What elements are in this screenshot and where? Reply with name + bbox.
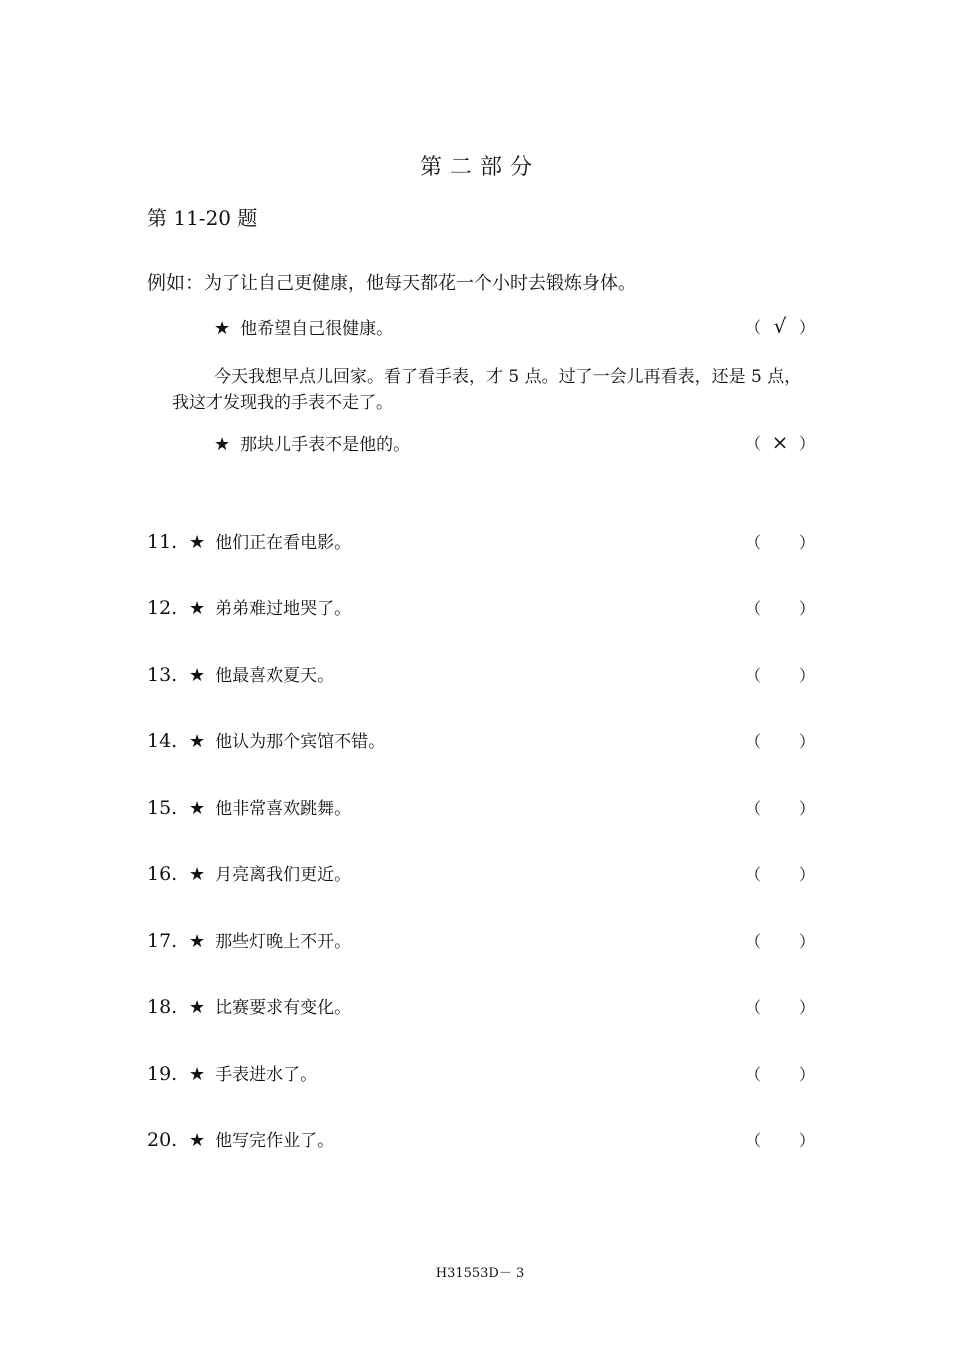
paren-close: ）: [798, 1065, 815, 1084]
paren-close: ）: [798, 317, 815, 337]
paren-close: ）: [798, 932, 815, 951]
answer-blank[interactable]: [745, 1128, 815, 1151]
question-number: 16.: [147, 863, 178, 885]
question-text: 他非常喜欢跳舞。: [215, 799, 352, 819]
star-icon: ★: [189, 931, 206, 952]
answer-blank[interactable]: [745, 862, 815, 885]
star-icon: ★: [214, 434, 231, 455]
paren-close: ）: [798, 1131, 815, 1150]
paren-close: ）: [798, 865, 815, 884]
question-number: 19.: [147, 1063, 178, 1085]
star-icon: ★: [189, 665, 206, 686]
paren-close: ）: [798, 732, 815, 751]
star-icon: ★: [189, 532, 206, 553]
paren-open: （: [745, 1065, 762, 1084]
example-passage: 今天我想早点儿回家。看了看手表，才 5 点。过了一会儿再看表，还是 5 点，我这才发现我的手表不走了。: [172, 367, 802, 413]
paren-open: （: [745, 732, 762, 751]
answer-blank[interactable]: [745, 530, 815, 553]
star-icon: ★: [214, 318, 231, 339]
star-icon: ★: [189, 997, 206, 1018]
question-range: 第 11-20 题: [147, 206, 258, 230]
question-number: 17.: [147, 930, 178, 952]
cross-mark-icon: ×: [771, 430, 789, 454]
paren-close: ）: [798, 799, 815, 818]
example-sentence: 为了让自己更健康，他每天都花一个小时去锻炼身体。: [204, 273, 637, 294]
example-answer-1: [745, 314, 815, 338]
paren-open: （: [745, 998, 762, 1017]
section-title: 第二部分: [419, 155, 540, 180]
question-17: [147, 927, 817, 957]
answer-blank[interactable]: [745, 596, 815, 619]
question-19: [147, 1060, 817, 1090]
paren-open: （: [745, 533, 762, 552]
question-16: [147, 860, 817, 890]
question-number: 18.: [147, 996, 178, 1018]
paren-open: （: [745, 1131, 762, 1150]
question-20: [147, 1126, 817, 1156]
question-15: [147, 794, 817, 824]
example-statement-2: [214, 430, 410, 455]
question-14: [147, 727, 817, 757]
paren-open: （: [745, 799, 762, 818]
question-11: [147, 528, 817, 558]
example-answer-2: [745, 430, 815, 454]
question-text: 他最喜欢夏天。: [215, 666, 335, 686]
question-13: [147, 661, 817, 691]
question-number: 11.: [147, 531, 178, 553]
question-number: 13.: [147, 664, 178, 686]
star-icon: ★: [189, 1130, 206, 1151]
question-12: [147, 594, 817, 624]
example-intro: [147, 268, 636, 295]
paren-open: （: [745, 599, 762, 618]
answer-blank[interactable]: [745, 663, 815, 686]
paren-open: （: [745, 932, 762, 951]
example-statement-1: [214, 314, 393, 339]
question-number: 20.: [147, 1129, 178, 1151]
paren-close: ）: [798, 599, 815, 618]
answer-blank[interactable]: [745, 796, 815, 819]
answer-blank[interactable]: [745, 995, 815, 1018]
page-footer: H31553D－ 3: [435, 1266, 525, 1281]
paren-close: ）: [798, 433, 815, 453]
statement-text: 那块儿手表不是他的。: [240, 435, 411, 455]
check-mark-icon: √: [773, 314, 787, 338]
question-text: 比赛要求有变化。: [215, 998, 352, 1018]
star-icon: ★: [189, 731, 206, 752]
question-18: [147, 993, 817, 1023]
example-label: 例如：: [147, 272, 205, 294]
star-icon: ★: [189, 798, 206, 819]
answer-blank[interactable]: [745, 1062, 815, 1085]
star-icon: ★: [189, 864, 206, 885]
paren-open: （: [745, 433, 762, 453]
question-text: 月亮离我们更近。: [215, 865, 352, 885]
statement-text: 他希望自己很健康。: [240, 319, 394, 339]
paren-close: ）: [798, 533, 815, 552]
question-text: 他们正在看电影。: [215, 533, 352, 553]
paren-close: ）: [798, 998, 815, 1017]
paren-open: （: [745, 666, 762, 685]
star-icon: ★: [189, 598, 206, 619]
question-number: 14.: [147, 730, 178, 752]
question-text: 他写完作业了。: [215, 1131, 335, 1151]
paren-open: （: [745, 317, 762, 337]
answer-blank[interactable]: [745, 729, 815, 752]
question-text: 他认为那个宾馆不错。: [215, 732, 386, 752]
question-text: 弟弟难过地哭了。: [215, 599, 352, 619]
question-text: 手表进水了。: [215, 1065, 318, 1085]
paren-open: （: [745, 865, 762, 884]
paren-close: ）: [798, 666, 815, 685]
question-text: 那些灯晚上不开。: [215, 932, 352, 952]
star-icon: ★: [189, 1064, 206, 1085]
question-number: 15.: [147, 797, 178, 819]
answer-blank[interactable]: [745, 929, 815, 952]
question-number: 12.: [147, 597, 178, 619]
